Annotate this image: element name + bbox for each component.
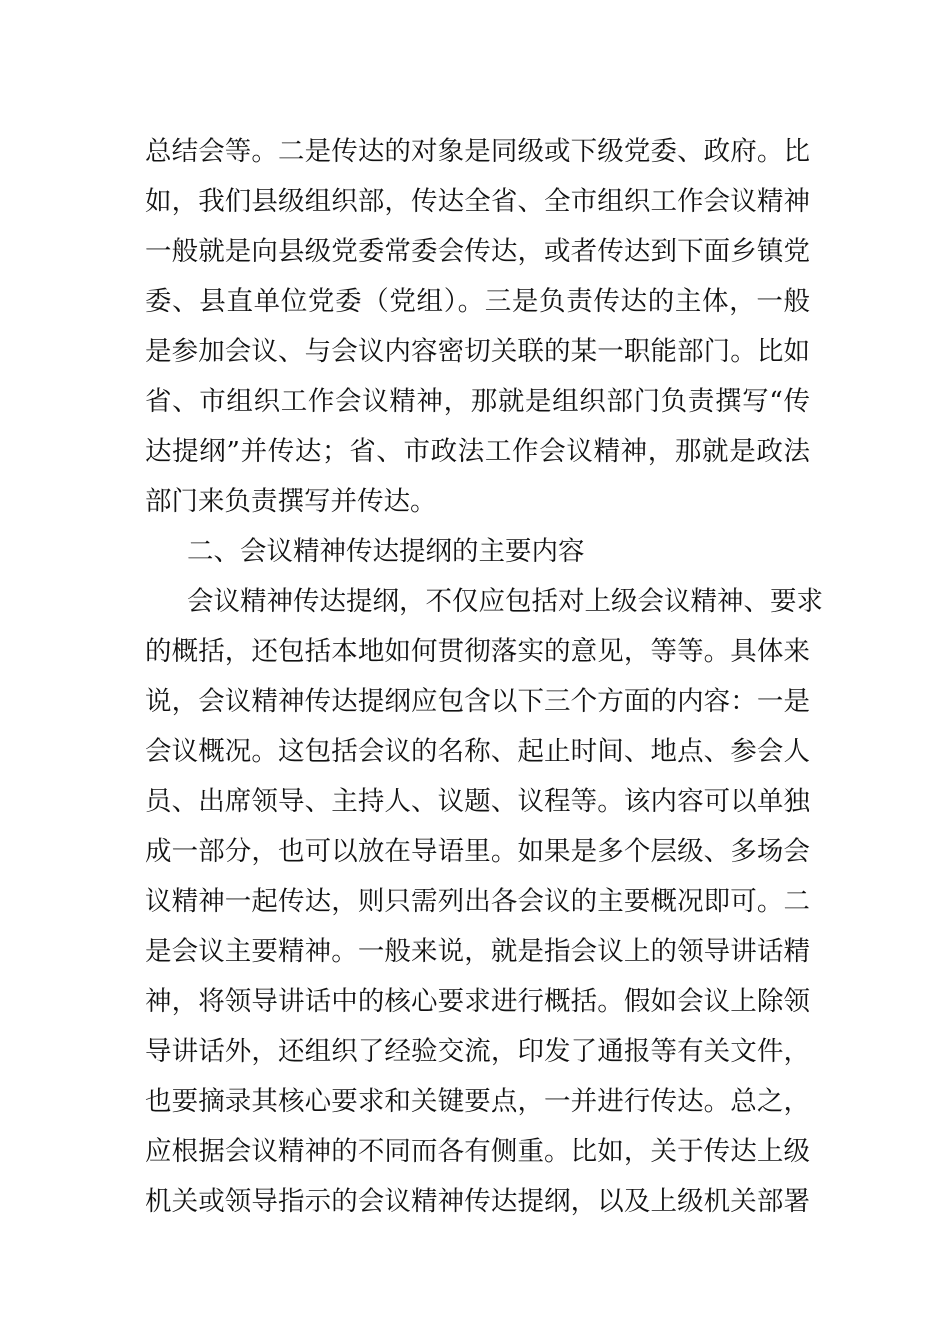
text-line: 如，我们县级组织部，传达全省、全市组织工作会议精神: [145, 186, 810, 217]
text-line: 一般就是向县级党委常委会传达，或者传达到下面乡镇党: [145, 236, 810, 267]
text-line: 神，将领导讲话中的核心要求进行概括。假如会议上除领: [145, 986, 810, 1017]
section-heading: 二、会议精神传达提纲的主要内容: [187, 536, 585, 567]
text-line: 机关或领导指示的会议精神传达提纲，以及上级机关部署: [145, 1186, 810, 1217]
text-line: 委、县直单位党委（党组）。三是负责传达的主体，一般: [145, 286, 810, 317]
text-line: 员、出席领导、主持人、议题、议程等。该内容可以单独: [145, 786, 810, 817]
text-line: 导讲话外，还组织了经验交流，印发了通报等有关文件，: [145, 1036, 810, 1067]
text-line: 是参加会议、与会议内容密切关联的某一职能部门。比如: [145, 336, 810, 367]
text-line: 省、市组织工作会议精神，那就是组织部门负责撰写“传: [145, 386, 810, 417]
text-line: 议精神一起传达，则只需列出各会议的主要概况即可。二: [145, 886, 810, 917]
text-line: 总结会等。二是传达的对象是同级或下级党委、政府。比: [145, 136, 810, 167]
text-line: 应根据会议精神的不同而各有侧重。比如，关于传达上级: [145, 1136, 810, 1167]
text-line: 是会议主要精神。一般来说，就是指会议上的领导讲话精: [145, 936, 810, 967]
text-line: 说，会议精神传达提纲应包含以下三个方面的内容：一是: [145, 686, 810, 717]
text-line: 部门来负责撰写并传达。: [145, 486, 437, 517]
text-line: 达提纲”并传达；省、市政法工作会议精神，那就是政法: [145, 436, 810, 467]
text-line: 会议概况。这包括会议的名称、起止时间、地点、参会人: [145, 736, 810, 767]
text-line: 的概括，还包括本地如何贯彻落实的意见，等等。具体来: [145, 636, 810, 667]
text-line: 也要摘录其核心要求和关键要点，一并进行传达。总之，: [145, 1086, 810, 1117]
text-line: 成一部分，也可以放在导语里。如果是多个层级、多场会: [145, 836, 810, 867]
text-line: 会议精神传达提纲，不仅应包括对上级会议精神、要求: [187, 586, 823, 617]
